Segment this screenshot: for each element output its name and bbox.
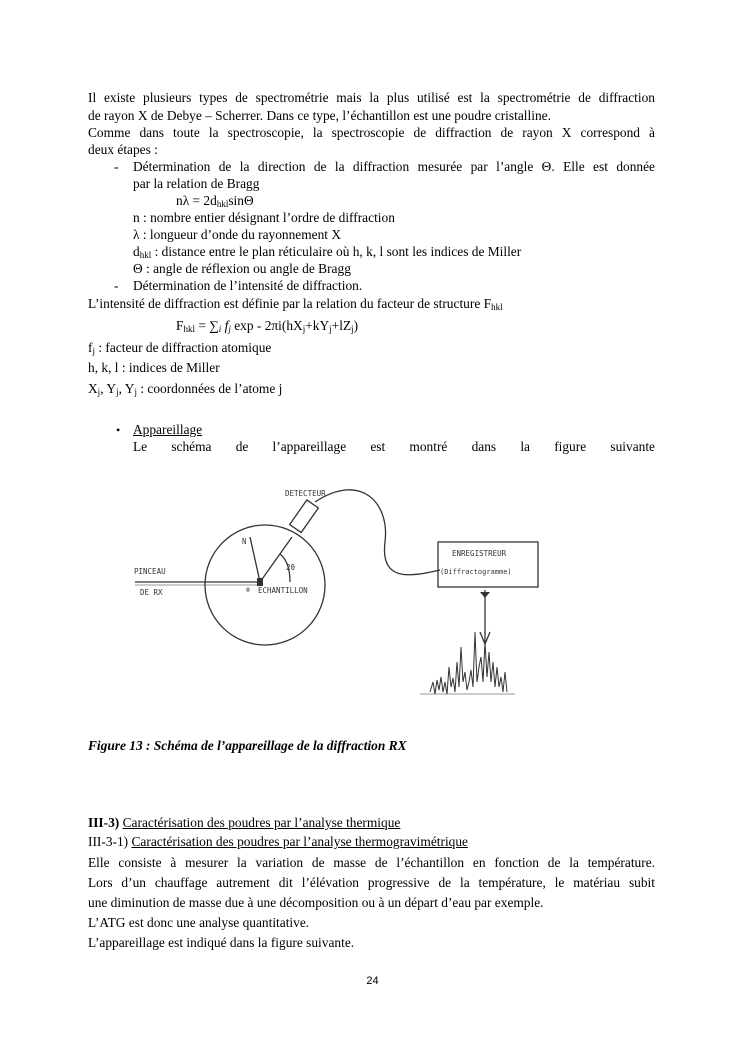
coord-part: , Y [100, 381, 117, 396]
definition-coordinates [88, 381, 282, 397]
formula-part: F [176, 318, 184, 333]
normal-line [250, 537, 260, 582]
appareillage-heading: Appareillage [133, 422, 203, 437]
enregistreur-label: ENREGISTREUR [452, 549, 507, 558]
appareillage-sentence [133, 439, 655, 455]
coord-part: , Y [118, 381, 135, 396]
figure-caption: Figure 13 : Schéma de l’appareillage de la diffraction RX [88, 738, 407, 753]
diffracted-beam-line [260, 537, 292, 582]
def-d-text: : distance entre le plan réticulaire où h, k, l sont les indices de Miller [151, 244, 522, 259]
word: dans [471, 439, 497, 454]
section-paragraph-3: une diminution de masse due à une décomposition ou à un départ d’eau par exemple. [88, 895, 544, 910]
bragg-eq-part: nλ = 2d [176, 193, 217, 208]
coord-part: : coordonnées de l’atome j [136, 381, 283, 396]
definition-n: n : nombre entier désignant l’ordre de diffraction [133, 210, 395, 225]
formula-part: = ∑ [194, 318, 219, 333]
intro-line-2: de rayon X de Debye – Scherrer. Dans ce type, l’échantillon est une poudre cristalline. [88, 108, 551, 123]
subsection-number: III-3-1) [88, 834, 132, 849]
bullet-marker: • [116, 423, 121, 437]
word: l’appareillage [272, 439, 347, 454]
normal-label: N [242, 537, 247, 546]
step-1-line-1: Détermination de la direction de la diffraction mesurée par l’angle Θ. Elle est donnée [133, 159, 655, 174]
subsection-heading [88, 834, 468, 850]
formula-sub: j [302, 324, 306, 334]
page-number: 24 [366, 975, 379, 987]
def-f-subscript: j [92, 346, 95, 356]
def-f-symbol: f [88, 340, 93, 355]
word: est [370, 439, 386, 454]
word: de [235, 439, 249, 454]
pinceau-label: PINCEAU [134, 567, 166, 576]
def-d-subscript: hkl [139, 250, 152, 260]
echantillon-label: ECHANTILLON [258, 586, 308, 595]
formula-sub: j [228, 324, 231, 334]
formula-part: f [221, 318, 229, 333]
xrd-apparatus-diagram [134, 482, 540, 707]
section-title: Caractérisation des poudres par l’analyse thermique [122, 815, 401, 830]
intensity-text: L’intensité de diffraction est définie par la relation du facteur de structure F [88, 296, 492, 311]
bragg-equation [176, 193, 254, 209]
list-dash-2: - [114, 278, 119, 293]
definition-lambda: λ : longueur d’onde du rayonnement X [133, 227, 342, 242]
word: la [520, 439, 530, 454]
intro-line-4: deux étapes : [88, 142, 158, 157]
formula-part: +lZ [331, 318, 352, 333]
formula-part: ) [353, 318, 359, 333]
formula-sub: j [351, 324, 354, 334]
word: schéma [171, 439, 212, 454]
definition-f [88, 340, 271, 356]
definition-hkl: h, k, l : indices de Miller [88, 360, 220, 375]
intro-line-3: Comme dans toute la spectroscopie, la spectroscopie de diffraction de rayon X correspond à [88, 125, 655, 140]
detector-cable [315, 490, 440, 575]
intensity-line [88, 296, 503, 312]
word: figure [554, 439, 587, 454]
coord-part: X [88, 381, 98, 396]
coord-sub: j [134, 387, 137, 397]
bragg-eq-part: sinΘ [228, 193, 254, 208]
intro-line-1: Il existe plusieurs types de spectrométrie mais la plus utilisé est la spectrométrie de diffraction [88, 90, 655, 105]
section-heading [88, 815, 400, 831]
definition-theta: Θ : angle de réflexion ou angle de Bragg [133, 261, 351, 276]
word: suivante [610, 439, 655, 454]
structure-factor-formula [176, 318, 358, 334]
detector-box [290, 500, 319, 533]
def-f-text: : facteur de diffraction atomique [94, 340, 272, 355]
formula-part: +kY [305, 318, 330, 333]
section-paragraph-4: L’ATG est donc une analyse quantitative. [88, 915, 310, 930]
theta-label: θ [246, 586, 250, 594]
diffractogram-trace [430, 632, 507, 694]
section-paragraph-1: Elle consiste à mesurer la variation de masse de l’échantillon en fonction de la température. [88, 855, 655, 870]
formula-sub: j [329, 324, 332, 334]
def-d-symbol: d [133, 244, 140, 259]
word: montré [409, 439, 448, 454]
intensity-subscript: hkl [491, 302, 503, 312]
formula-sub: i [218, 324, 222, 334]
two-theta-label: 2θ [286, 563, 296, 572]
sample-marker [257, 578, 263, 586]
section-number: III-3) [88, 815, 120, 830]
section-paragraph-2: Lors d’un chauffage autrement dit l’élévation progressive de la température, le matériau subit [88, 875, 655, 890]
list-dash-1: - [114, 159, 119, 174]
diffractogramme-label: (Diffractogramme) [440, 568, 512, 576]
section-paragraph-5: L’appareillage est indiqué dans la figure suivante. [88, 935, 355, 950]
de-rx-label: DE RX [140, 588, 163, 597]
formula-sub: hkl [183, 324, 195, 334]
definition-d [133, 244, 521, 260]
subsection-title: Caractérisation des poudres par l’analyse thermogravimétrique [131, 834, 468, 849]
step-2: Détermination de l’intensité de diffraction. [133, 278, 363, 293]
coord-sub: j [116, 387, 119, 397]
detecteur-label: DETECTEUR [285, 489, 326, 498]
formula-part: exp - 2πi(hX [230, 318, 303, 333]
coord-sub: j [97, 387, 101, 397]
bragg-eq-subscript: hkl [216, 199, 229, 209]
word: Le [133, 439, 148, 454]
step-1-line-2: par la relation de Bragg [133, 176, 260, 191]
